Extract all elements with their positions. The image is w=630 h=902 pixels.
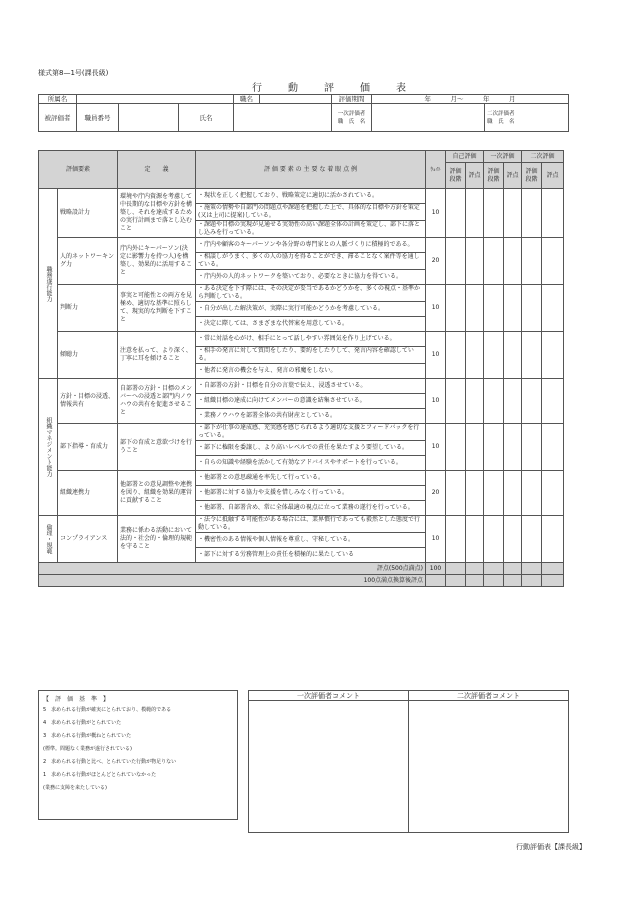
element-name: 戦略設計力	[58, 189, 118, 238]
criteria-line: 5 求められる行動が確実にとられており、模範的である	[43, 707, 172, 713]
second-comment-field[interactable]	[409, 701, 569, 833]
point-text: ・庁内や顧客のキーパーソンや各分野の専門家との人脈づくりに積極的である。	[196, 238, 426, 253]
self-score-cell[interactable]	[466, 332, 484, 379]
col-first: 一次評価	[484, 151, 522, 163]
col-second-stage: 評価段階	[522, 163, 542, 189]
total-cell[interactable]	[522, 563, 542, 575]
total-cell[interactable]	[522, 575, 542, 587]
element-name: 傾聴力	[58, 332, 118, 379]
col-self-score: 評点	[466, 163, 484, 189]
point-text: ・法令に抵触する可能性がある場合には、業界慣行であっても毅然とした態度で行動している。	[196, 516, 426, 533]
second-score-cell[interactable]	[542, 285, 564, 332]
first-stage-cell[interactable]	[484, 285, 504, 332]
first-score-cell[interactable]	[504, 238, 522, 285]
weight-value: 10	[426, 332, 446, 379]
point-text: ・相談しがうまく、多くの人の協力を得ることができ、滞ることなく案件等を通している。	[196, 253, 426, 270]
element-name: 判断力	[58, 285, 118, 332]
converted-score-row	[39, 575, 564, 587]
point-text: ・課題や目標の実現が見通せる実効性の高い課題全体の計画を策定し、部下に落とし込みを行っている。	[196, 221, 426, 238]
self-score-cell[interactable]	[466, 379, 484, 424]
second-score-cell[interactable]	[542, 424, 564, 471]
point-text: ・常に対話を心がけ、相手にとって話しやすい雰囲気を作り上げている。	[196, 332, 426, 347]
point-text: ・他者に発言の機会を与え、発言の邪魔をしない。	[196, 364, 426, 379]
group-label: 職務遂行能力	[39, 189, 58, 379]
total-cell[interactable]	[484, 563, 504, 575]
first-score-cell[interactable]	[504, 471, 522, 516]
first-comment-field[interactable]	[249, 701, 409, 833]
weight-value: 10	[426, 285, 446, 332]
point-text: ・組織目標の達成に向けてメンバーの意識を結集させている。	[196, 394, 426, 409]
point-text: ・部下に対する労務管理上の責任を積極的に果たしている	[196, 548, 426, 563]
element-definition: 部下の育成と意欲づけを行うこと	[118, 424, 196, 471]
point-text: ・施策の情勢や自部門の問題点や課題を把握した上で、具体的な目標や方針を策定(又は上司に提案)している。	[196, 204, 426, 221]
point-text: ・自部署の方針・目標を自分の言葉で伝え、浸透させている。	[196, 379, 426, 394]
element-name: 人的ネットワーキング力	[58, 238, 118, 285]
form-id: 様式第8—1号(課長級)	[38, 69, 109, 77]
element-definition: 他部署との意見調整や連携を図り、組織を効果的運営に貢献すること	[118, 471, 196, 516]
rater1-label: 一次評価者 職 氏 名	[332, 104, 372, 132]
self-stage-cell[interactable]	[446, 471, 466, 516]
criteria-title: 【 評 価 基 準 】	[43, 696, 110, 703]
total-cell[interactable]	[446, 563, 466, 575]
second-score-cell[interactable]	[542, 379, 564, 424]
total-cell[interactable]	[504, 575, 522, 587]
second-stage-cell[interactable]	[522, 471, 542, 516]
col-self: 自己評価	[446, 151, 484, 163]
criteria-box	[38, 690, 238, 820]
rater2-label: 二次評価者 職 氏 名	[485, 104, 569, 132]
second-score-cell[interactable]	[542, 471, 564, 516]
col-first-stage: 評価段階	[484, 163, 504, 189]
evaluation-table	[38, 150, 564, 587]
staff-no-field[interactable]	[119, 104, 179, 132]
first-stage-cell[interactable]	[484, 424, 504, 471]
first-score-cell[interactable]	[504, 332, 522, 379]
self-score-cell[interactable]	[466, 471, 484, 516]
self-stage-cell[interactable]	[446, 238, 466, 285]
point-text: ・自らの知識や経験を活かして有効なアドバイスやサポートを行っている。	[196, 456, 426, 471]
first-stage-cell[interactable]	[484, 332, 504, 379]
first-stage-cell[interactable]	[484, 238, 504, 285]
first-stage-cell[interactable]	[484, 471, 504, 516]
self-score-cell[interactable]	[466, 516, 484, 563]
element-definition: 注意を払って、より深く、丁寧に耳を傾けること	[118, 332, 196, 379]
element-name: 組織連携力	[58, 471, 118, 516]
point-text: ・部下に権限を委譲し、より高いレベルでの責任を果たすよう要望している。	[196, 441, 426, 456]
second-stage-cell[interactable]	[522, 285, 542, 332]
table-row	[39, 332, 564, 347]
col-second-score: 評点	[542, 163, 564, 189]
table-row	[39, 516, 564, 533]
point-text: ・機密性のある情報や個人情報を尊重し、守秘している。	[196, 533, 426, 548]
point-text: ・業務ノウハウを部署全体の共有財産としている。	[196, 409, 426, 424]
self-stage-cell[interactable]	[446, 189, 466, 238]
name-label: 氏名	[179, 104, 234, 132]
first-stage-cell[interactable]	[484, 516, 504, 563]
point-text: ・部下が仕事の達成感、充実感を感じられるよう適切な支援とフィードバックを行っている。	[196, 424, 426, 441]
element-name: 方針・目標の浸透、情報共有	[58, 379, 118, 424]
second-stage-cell[interactable]	[522, 332, 542, 379]
weight-value: 20	[426, 238, 446, 285]
self-stage-cell[interactable]	[446, 424, 466, 471]
col-second: 二次評価	[522, 151, 564, 163]
element-definition: 事実と可能性との両方を見極め、適切な基準に照らして、現実的な判断を下すこと	[118, 285, 196, 332]
point-text: ・現状を正しく把握しており、戦略策定に適切に活かされている。	[196, 189, 426, 204]
total-cell[interactable]	[542, 563, 564, 575]
table-row	[39, 285, 564, 302]
criteria-line: 4 求められる行動がとられていた	[43, 720, 122, 726]
self-score-cell[interactable]	[466, 285, 484, 332]
weight-value: 10	[426, 189, 446, 238]
page-title: 行 動 評 価 表	[252, 83, 408, 94]
point-text: ・相手の発言に対して質問をしたり、要約をしたりして、発言内容を確認している。	[196, 347, 426, 364]
point-text: ・庁内外の人的ネットワークを築いており、必要なときに協力を得ている。	[196, 270, 426, 285]
total-cell[interactable]	[504, 563, 522, 575]
point-text: ・他部署、自部署含め、常に全体最適の視点に立って業務の遂行を行っている。	[196, 501, 426, 516]
second-stage-cell[interactable]	[522, 189, 542, 238]
second-stage-cell[interactable]	[522, 238, 542, 285]
first-score-cell[interactable]	[504, 285, 522, 332]
second-comment-label: 二次評価者コメント	[409, 691, 569, 701]
point-text: ・他部署に対する協力や支援を惜しみなく行っている。	[196, 486, 426, 501]
post-field[interactable]	[260, 95, 332, 104]
total-max: 100	[426, 563, 446, 575]
group-label: 倫理・規範	[39, 516, 58, 563]
total-cell[interactable]	[466, 575, 484, 587]
ratee-label: 被評価者	[39, 104, 77, 132]
second-stage-cell[interactable]	[522, 424, 542, 471]
self-score-cell[interactable]	[466, 424, 484, 471]
footer-label: 行動評価表【課長級】	[516, 843, 586, 851]
total-label: 100点満点換算後評点	[39, 575, 426, 587]
criteria-line: (業務に支障を来たしている)	[43, 785, 107, 791]
element-definition: 自部署の方針・目標のメンバーへの浸透と部門内ノウハウの共有を促進させること	[118, 379, 196, 424]
first-stage-cell[interactable]	[484, 189, 504, 238]
second-score-cell[interactable]	[542, 516, 564, 563]
element-definition: 庁内外にキーパーソン(決定に影響力を持つ人)を構築し、効果的に活用すること	[118, 238, 196, 285]
element-name: コンプライアンス	[58, 516, 118, 563]
self-stage-cell[interactable]	[446, 285, 466, 332]
second-score-cell[interactable]	[542, 238, 564, 285]
dept-label: 所属名	[39, 95, 77, 104]
point-text: ・決定に際しては、さまざまな代替案を用意している。	[196, 317, 426, 332]
first-score-cell[interactable]	[504, 379, 522, 424]
criteria-line: 3 求められる行動が概ねとられていた	[43, 733, 132, 739]
self-score-cell[interactable]	[466, 238, 484, 285]
point-text: ・自分が出した解決策が、実際に実行可能かどうかを考慮している。	[196, 302, 426, 317]
criteria-line: (標準。問題なく業務が遂行されている)	[43, 746, 132, 752]
comments-table	[248, 690, 569, 833]
col-self-stage: 評価段階	[446, 163, 466, 189]
first-score-cell[interactable]	[504, 516, 522, 563]
self-score-cell[interactable]	[466, 189, 484, 238]
col-first-score: 評点	[504, 163, 522, 189]
second-score-cell[interactable]	[542, 332, 564, 379]
total-score-row	[39, 563, 564, 575]
col-points: 評 価 要 素 の 主 要 な 着 眼 点 例	[196, 151, 426, 189]
point-text: ・他部署との意思疎通を率先して行っている。	[196, 471, 426, 486]
self-stage-cell[interactable]	[446, 516, 466, 563]
total-label: 評点(500点満点)	[39, 563, 426, 575]
second-score-cell[interactable]	[542, 189, 564, 238]
criteria-line: 1 求められる行動がほとんどとられていなかった	[43, 772, 157, 778]
weight-value: 10	[426, 424, 446, 471]
header-table	[38, 94, 569, 132]
first-stage-cell[interactable]	[484, 379, 504, 424]
period-label: 評価期間	[332, 95, 372, 104]
element-definition: 環境や庁内資源を考慮して中長期的な目標や方針を構築し、それを達成するための実行計画まで落とし込むこと	[118, 189, 196, 238]
second-stage-cell[interactable]	[522, 379, 542, 424]
total-cell[interactable]	[466, 563, 484, 575]
period-field[interactable]: 年 月～ 年 月	[372, 95, 569, 104]
total-cell[interactable]	[446, 575, 466, 587]
col-element: 評価要素	[39, 151, 118, 189]
element-definition: 業務に係わる活動において法的・社会的・倫理的規範を守ること	[118, 516, 196, 563]
staff-no-label: 職員番号	[77, 104, 119, 132]
total-cell[interactable]	[542, 575, 564, 587]
first-comment-label: 一次評価者コメント	[249, 691, 409, 701]
self-stage-cell[interactable]	[446, 379, 466, 424]
self-stage-cell[interactable]	[446, 332, 466, 379]
col-weight: ｳｪｲﾄ	[426, 151, 446, 189]
second-stage-cell[interactable]	[522, 516, 542, 563]
rater1-field[interactable]	[372, 104, 485, 132]
first-score-cell[interactable]	[504, 424, 522, 471]
col-definition: 定 義	[118, 151, 196, 189]
criteria-line: 2 求められる行動と比べ、とられていた行動が物足りない	[43, 759, 177, 765]
table-row	[39, 379, 564, 394]
dept-field[interactable]	[77, 95, 234, 104]
weight-value: 10	[426, 516, 446, 563]
table-row	[39, 424, 564, 441]
weight-value: 20	[426, 471, 446, 516]
table-row	[39, 189, 564, 204]
group-label: 組織マネジメント能力	[39, 379, 58, 516]
table-row	[39, 238, 564, 253]
total-cell[interactable]	[484, 575, 504, 587]
weight-value: 10	[426, 379, 446, 424]
post-label: 職名	[234, 95, 260, 104]
name-field[interactable]	[234, 104, 332, 132]
table-row	[39, 471, 564, 486]
element-name: 部下指導・育成力	[58, 424, 118, 471]
criteria-lines	[43, 707, 233, 792]
first-score-cell[interactable]	[504, 189, 522, 238]
point-text: ・ある決定を下す際には、その決定が妥当であるかどうかを、多くの視点・基準から判断している。	[196, 285, 426, 302]
total-max	[426, 575, 446, 587]
